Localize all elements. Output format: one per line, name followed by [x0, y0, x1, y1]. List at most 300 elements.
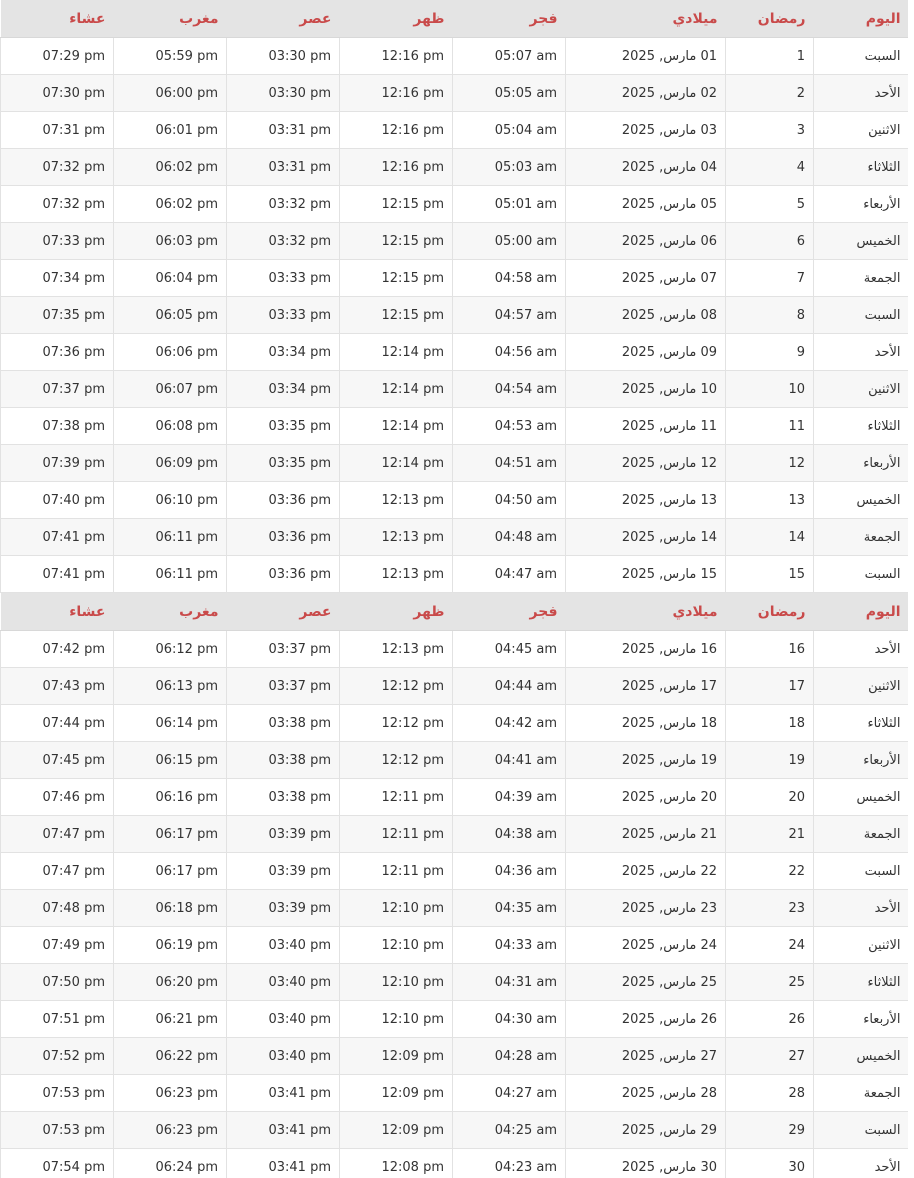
cell-isha-text: 07:46 pm	[42, 789, 105, 805]
header-asr: عصر	[227, 593, 340, 631]
cell-isha	[1, 297, 114, 334]
cell-gregorian	[566, 371, 726, 408]
cell-maghrib	[114, 927, 227, 964]
cell-gregorian-text: 08 مارس, 2025	[621, 307, 717, 323]
cell-fajr-text: 04:53 am	[494, 418, 557, 434]
cell-day-text: الأحد	[874, 900, 901, 916]
cell-asr-text: 03:40 pm	[268, 1048, 331, 1064]
cell-isha	[1, 334, 114, 371]
cell-ramadan-text: 2	[796, 85, 805, 101]
cell-gregorian-text: 26 مارس, 2025	[621, 1011, 717, 1027]
table-row	[1, 853, 909, 890]
cell-ramadan-text: 14	[788, 529, 805, 545]
cell-day	[814, 75, 909, 112]
cell-ramadan-text: 13	[788, 492, 805, 508]
cell-isha	[1, 927, 114, 964]
cell-isha	[1, 1001, 114, 1038]
cell-asr-text: 03:33 pm	[268, 307, 331, 323]
cell-maghrib	[114, 371, 227, 408]
cell-ramadan	[726, 631, 814, 668]
cell-fajr	[453, 1001, 566, 1038]
cell-fajr	[453, 260, 566, 297]
cell-fajr	[453, 186, 566, 223]
cell-gregorian-text: 09 مارس, 2025	[621, 344, 717, 360]
cell-maghrib	[114, 964, 227, 1001]
cell-maghrib-text: 06:22 pm	[155, 1048, 218, 1064]
cell-dhuhr-text: 12:16 pm	[381, 85, 444, 101]
header-isha: عشاء	[1, 593, 114, 631]
cell-asr	[227, 408, 340, 445]
cell-gregorian-text: 05 مارس, 2025	[621, 196, 717, 212]
cell-isha-text: 07:44 pm	[42, 715, 105, 731]
cell-gregorian-text: 06 مارس, 2025	[621, 233, 717, 249]
cell-gregorian	[566, 927, 726, 964]
cell-maghrib-text: 06:02 pm	[155, 159, 218, 175]
cell-gregorian-text: 01 مارس, 2025	[621, 48, 717, 64]
cell-dhuhr-text: 12:13 pm	[381, 492, 444, 508]
cell-dhuhr	[340, 334, 453, 371]
cell-dhuhr	[340, 816, 453, 853]
cell-dhuhr	[340, 1001, 453, 1038]
cell-gregorian	[566, 297, 726, 334]
cell-gregorian	[566, 186, 726, 223]
cell-isha	[1, 149, 114, 186]
cell-day	[814, 1075, 909, 1112]
cell-asr	[227, 853, 340, 890]
cell-maghrib	[114, 668, 227, 705]
cell-isha	[1, 408, 114, 445]
cell-maghrib-text: 06:11 pm	[155, 529, 218, 545]
cell-day	[814, 334, 909, 371]
cell-ramadan-text: 6	[796, 233, 805, 249]
cell-maghrib-text: 06:13 pm	[155, 678, 218, 694]
table-row	[1, 371, 909, 408]
cell-day-text: الأحد	[874, 641, 901, 657]
cell-day	[814, 1112, 909, 1149]
cell-dhuhr	[340, 149, 453, 186]
header-asr: عصر	[227, 0, 340, 38]
cell-fajr-text: 04:48 am	[494, 529, 557, 545]
cell-fajr-text: 04:44 am	[494, 678, 557, 694]
cell-maghrib-text: 06:20 pm	[155, 974, 218, 990]
cell-isha-text: 07:47 pm	[42, 826, 105, 842]
cell-ramadan	[726, 223, 814, 260]
cell-fajr	[453, 556, 566, 593]
cell-isha	[1, 186, 114, 223]
cell-maghrib	[114, 1112, 227, 1149]
cell-asr-text: 03:35 pm	[268, 455, 331, 471]
cell-dhuhr-text: 12:16 pm	[381, 48, 444, 64]
cell-day	[814, 112, 909, 149]
cell-asr-text: 03:38 pm	[268, 789, 331, 805]
cell-asr-text: 03:38 pm	[268, 752, 331, 768]
cell-isha-text: 07:47 pm	[42, 863, 105, 879]
cell-fajr	[453, 445, 566, 482]
cell-asr-text: 03:39 pm	[268, 863, 331, 879]
cell-day	[814, 408, 909, 445]
cell-isha-text: 07:53 pm	[42, 1085, 105, 1101]
cell-fajr	[453, 297, 566, 334]
table-row	[1, 890, 909, 927]
cell-isha-text: 07:52 pm	[42, 1048, 105, 1064]
cell-isha-text: 07:38 pm	[42, 418, 105, 434]
cell-maghrib	[114, 631, 227, 668]
cell-ramadan	[726, 668, 814, 705]
cell-gregorian-text: 12 مارس, 2025	[621, 455, 717, 471]
cell-fajr-text: 05:03 am	[494, 159, 557, 175]
cell-gregorian-text: 29 مارس, 2025	[621, 1122, 717, 1138]
cell-gregorian-text: 22 مارس, 2025	[621, 863, 717, 879]
table-row	[1, 38, 909, 75]
cell-fajr-text: 05:00 am	[494, 233, 557, 249]
cell-asr	[227, 482, 340, 519]
cell-ramadan	[726, 816, 814, 853]
cell-dhuhr	[340, 1075, 453, 1112]
cell-fajr	[453, 742, 566, 779]
cell-asr	[227, 1001, 340, 1038]
cell-asr-text: 03:39 pm	[268, 826, 331, 842]
cell-dhuhr-text: 12:14 pm	[381, 344, 444, 360]
cell-dhuhr	[340, 260, 453, 297]
cell-dhuhr	[340, 779, 453, 816]
cell-fajr-text: 04:36 am	[494, 863, 557, 879]
cell-maghrib	[114, 816, 227, 853]
cell-fajr	[453, 371, 566, 408]
cell-asr	[227, 112, 340, 149]
cell-day	[814, 1001, 909, 1038]
cell-dhuhr	[340, 927, 453, 964]
header-fajr: فجر	[453, 0, 566, 38]
cell-maghrib	[114, 186, 227, 223]
cell-isha-text: 07:33 pm	[42, 233, 105, 249]
cell-ramadan-text: 3	[796, 122, 805, 138]
cell-dhuhr	[340, 297, 453, 334]
cell-ramadan	[726, 482, 814, 519]
cell-ramadan	[726, 445, 814, 482]
cell-fajr-text: 04:28 am	[494, 1048, 557, 1064]
cell-isha-text: 07:43 pm	[42, 678, 105, 694]
cell-isha	[1, 75, 114, 112]
cell-asr-text: 03:36 pm	[268, 529, 331, 545]
cell-ramadan	[726, 371, 814, 408]
cell-fajr-text: 04:51 am	[494, 455, 557, 471]
cell-maghrib-text: 06:08 pm	[155, 418, 218, 434]
cell-dhuhr	[340, 112, 453, 149]
cell-ramadan-text: 30	[788, 1159, 805, 1175]
cell-asr	[227, 816, 340, 853]
cell-isha	[1, 779, 114, 816]
cell-day-text: السبت	[864, 307, 901, 323]
cell-ramadan-text: 26	[788, 1011, 805, 1027]
table-row	[1, 223, 909, 260]
table-row	[1, 1112, 909, 1149]
cell-isha	[1, 38, 114, 75]
cell-ramadan	[726, 1038, 814, 1075]
cell-maghrib	[114, 556, 227, 593]
cell-asr	[227, 779, 340, 816]
cell-fajr-text: 04:58 am	[494, 270, 557, 286]
cell-isha-text: 07:41 pm	[42, 529, 105, 545]
cell-isha-text: 07:35 pm	[42, 307, 105, 323]
cell-gregorian-text: 21 مارس, 2025	[621, 826, 717, 842]
cell-ramadan	[726, 853, 814, 890]
cell-isha-text: 07:36 pm	[42, 344, 105, 360]
cell-gregorian-text: 23 مارس, 2025	[621, 900, 717, 916]
table-row	[1, 668, 909, 705]
cell-gregorian-text: 03 مارس, 2025	[621, 122, 717, 138]
cell-fajr-text: 05:05 am	[494, 85, 557, 101]
cell-asr-text: 03:41 pm	[268, 1085, 331, 1101]
cell-day-text: الأحد	[874, 1159, 901, 1175]
cell-gregorian	[566, 38, 726, 75]
cell-maghrib-text: 06:07 pm	[155, 381, 218, 397]
cell-asr	[227, 149, 340, 186]
cell-maghrib-text: 06:00 pm	[155, 85, 218, 101]
cell-isha-text: 07:42 pm	[42, 641, 105, 657]
table-header-row	[1, 0, 909, 38]
cell-dhuhr	[340, 1038, 453, 1075]
cell-dhuhr	[340, 186, 453, 223]
cell-fajr	[453, 75, 566, 112]
cell-day	[814, 631, 909, 668]
table-row	[1, 445, 909, 482]
cell-gregorian	[566, 668, 726, 705]
table-row	[1, 631, 909, 668]
cell-ramadan-text: 5	[796, 196, 805, 212]
table-row	[1, 1075, 909, 1112]
cell-ramadan-text: 28	[788, 1085, 805, 1101]
cell-maghrib-text: 06:05 pm	[155, 307, 218, 323]
cell-day-text: الأربعاء	[863, 752, 901, 768]
cell-maghrib-text: 06:14 pm	[155, 715, 218, 731]
cell-dhuhr	[340, 705, 453, 742]
cell-day-text: الثلاثاء	[867, 715, 901, 731]
cell-asr	[227, 1038, 340, 1075]
cell-day	[814, 668, 909, 705]
cell-day-text: الاثنين	[868, 381, 901, 397]
cell-ramadan	[726, 519, 814, 556]
cell-day-text: الجمعة	[863, 529, 901, 545]
cell-dhuhr-text: 12:10 pm	[381, 937, 444, 953]
cell-gregorian	[566, 1149, 726, 1178]
cell-day-text: الاثنين	[868, 122, 901, 138]
cell-fajr	[453, 1112, 566, 1149]
header-day: اليوم	[814, 593, 909, 631]
cell-isha-text: 07:32 pm	[42, 196, 105, 212]
cell-maghrib	[114, 334, 227, 371]
cell-fajr-text: 04:30 am	[494, 1011, 557, 1027]
cell-day	[814, 779, 909, 816]
cell-gregorian	[566, 1112, 726, 1149]
cell-fajr-text: 04:47 am	[494, 566, 557, 582]
cell-asr	[227, 519, 340, 556]
cell-ramadan-text: 4	[796, 159, 805, 175]
cell-ramadan	[726, 334, 814, 371]
header-ramadan: رمضان	[726, 593, 814, 631]
table-row	[1, 112, 909, 149]
cell-dhuhr	[340, 371, 453, 408]
cell-gregorian	[566, 816, 726, 853]
cell-dhuhr-text: 12:09 pm	[381, 1085, 444, 1101]
cell-isha-text: 07:32 pm	[42, 159, 105, 175]
cell-day-text: الأحد	[874, 344, 901, 360]
cell-day-text: الأحد	[874, 85, 901, 101]
cell-gregorian	[566, 149, 726, 186]
cell-day-text: الأربعاء	[863, 455, 901, 471]
cell-asr	[227, 186, 340, 223]
cell-day	[814, 1149, 909, 1178]
cell-asr-text: 03:37 pm	[268, 641, 331, 657]
cell-gregorian-text: 30 مارس, 2025	[621, 1159, 717, 1175]
cell-dhuhr-text: 12:14 pm	[381, 381, 444, 397]
cell-day	[814, 705, 909, 742]
cell-fajr-text: 04:56 am	[494, 344, 557, 360]
cell-ramadan-text: 10	[788, 381, 805, 397]
table-row	[1, 260, 909, 297]
cell-ramadan	[726, 408, 814, 445]
cell-isha	[1, 1075, 114, 1112]
cell-ramadan	[726, 112, 814, 149]
cell-fajr	[453, 149, 566, 186]
cell-asr	[227, 223, 340, 260]
cell-isha-text: 07:41 pm	[42, 566, 105, 582]
cell-dhuhr	[340, 519, 453, 556]
cell-fajr-text: 05:01 am	[494, 196, 557, 212]
cell-maghrib-text: 06:18 pm	[155, 900, 218, 916]
cell-dhuhr-text: 12:09 pm	[381, 1048, 444, 1064]
cell-gregorian	[566, 631, 726, 668]
cell-gregorian-text: 14 مارس, 2025	[621, 529, 717, 545]
cell-dhuhr-text: 12:16 pm	[381, 122, 444, 138]
cell-isha	[1, 890, 114, 927]
cell-maghrib-text: 06:17 pm	[155, 863, 218, 879]
cell-day	[814, 38, 909, 75]
cell-maghrib	[114, 1075, 227, 1112]
cell-day-text: الجمعة	[863, 1085, 901, 1101]
cell-day	[814, 149, 909, 186]
cell-dhuhr-text: 12:15 pm	[381, 307, 444, 323]
cell-maghrib	[114, 1001, 227, 1038]
cell-maghrib	[114, 1149, 227, 1178]
cell-gregorian	[566, 779, 726, 816]
cell-maghrib	[114, 482, 227, 519]
cell-isha-text: 07:50 pm	[42, 974, 105, 990]
cell-asr-text: 03:32 pm	[268, 233, 331, 249]
cell-isha	[1, 668, 114, 705]
cell-ramadan	[726, 964, 814, 1001]
table-row	[1, 927, 909, 964]
cell-asr-text: 03:34 pm	[268, 381, 331, 397]
cell-dhuhr-text: 12:10 pm	[381, 1011, 444, 1027]
cell-ramadan-text: 8	[796, 307, 805, 323]
cell-asr	[227, 75, 340, 112]
cell-isha-text: 07:51 pm	[42, 1011, 105, 1027]
cell-asr-text: 03:39 pm	[268, 900, 331, 916]
cell-maghrib	[114, 260, 227, 297]
cell-ramadan-text: 22	[788, 863, 805, 879]
cell-fajr	[453, 964, 566, 1001]
cell-dhuhr	[340, 75, 453, 112]
cell-gregorian-text: 10 مارس, 2025	[621, 381, 717, 397]
cell-dhuhr-text: 12:13 pm	[381, 566, 444, 582]
cell-day-text: الخميس	[856, 1048, 901, 1064]
cell-ramadan-text: 18	[788, 715, 805, 731]
cell-gregorian-text: 17 مارس, 2025	[621, 678, 717, 694]
cell-asr-text: 03:41 pm	[268, 1122, 331, 1138]
cell-fajr	[453, 482, 566, 519]
table-row	[1, 1038, 909, 1075]
cell-maghrib	[114, 705, 227, 742]
cell-dhuhr	[340, 408, 453, 445]
cell-maghrib	[114, 779, 227, 816]
cell-gregorian-text: 15 مارس, 2025	[621, 566, 717, 582]
cell-fajr	[453, 779, 566, 816]
cell-day-text: السبت	[864, 566, 901, 582]
cell-dhuhr-text: 12:15 pm	[381, 233, 444, 249]
cell-day-text: السبت	[864, 1122, 901, 1138]
cell-fajr	[453, 1038, 566, 1075]
cell-ramadan	[726, 556, 814, 593]
table-header-row	[1, 593, 909, 631]
cell-isha	[1, 519, 114, 556]
cell-ramadan	[726, 890, 814, 927]
cell-maghrib	[114, 519, 227, 556]
cell-ramadan-text: 25	[788, 974, 805, 990]
cell-dhuhr	[340, 1112, 453, 1149]
cell-isha	[1, 964, 114, 1001]
cell-ramadan	[726, 1112, 814, 1149]
cell-gregorian	[566, 482, 726, 519]
cell-fajr	[453, 519, 566, 556]
cell-asr	[227, 964, 340, 1001]
cell-gregorian	[566, 445, 726, 482]
cell-asr-text: 03:37 pm	[268, 678, 331, 694]
cell-fajr	[453, 223, 566, 260]
cell-maghrib-text: 06:23 pm	[155, 1085, 218, 1101]
cell-maghrib-text: 06:03 pm	[155, 233, 218, 249]
cell-asr	[227, 1149, 340, 1178]
cell-asr	[227, 927, 340, 964]
cell-gregorian	[566, 964, 726, 1001]
cell-gregorian-text: 11 مارس, 2025	[621, 418, 717, 434]
cell-gregorian-text: 27 مارس, 2025	[621, 1048, 717, 1064]
cell-maghrib-text: 06:12 pm	[155, 641, 218, 657]
table-row	[1, 149, 909, 186]
cell-dhuhr-text: 12:08 pm	[381, 1159, 444, 1175]
cell-isha	[1, 816, 114, 853]
cell-day-text: الثلاثاء	[867, 159, 901, 175]
cell-asr	[227, 1112, 340, 1149]
cell-day-text: الجمعة	[863, 826, 901, 842]
cell-dhuhr	[340, 668, 453, 705]
cell-dhuhr-text: 12:10 pm	[381, 900, 444, 916]
cell-maghrib	[114, 1038, 227, 1075]
cell-gregorian	[566, 1075, 726, 1112]
cell-asr-text: 03:30 pm	[268, 48, 331, 64]
cell-ramadan-text: 12	[788, 455, 805, 471]
cell-day-text: الثلاثاء	[867, 974, 901, 990]
cell-dhuhr	[340, 853, 453, 890]
cell-asr-text: 03:36 pm	[268, 566, 331, 582]
cell-day	[814, 556, 909, 593]
cell-isha	[1, 482, 114, 519]
table-row	[1, 742, 909, 779]
cell-fajr	[453, 927, 566, 964]
cell-day	[814, 927, 909, 964]
table-row	[1, 297, 909, 334]
cell-dhuhr	[340, 890, 453, 927]
cell-day-text: الاثنين	[868, 678, 901, 694]
